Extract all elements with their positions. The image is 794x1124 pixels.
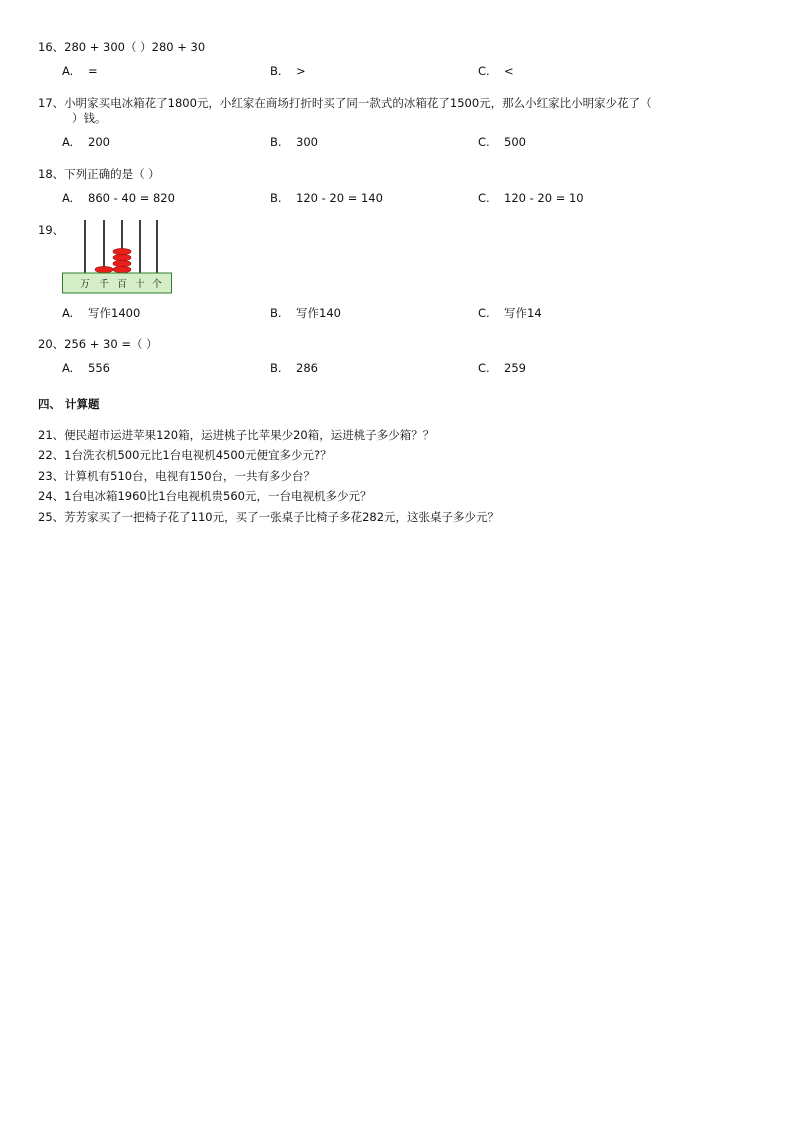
- abacus-beads: [95, 248, 131, 272]
- option-a[interactable]: A. 556: [62, 361, 110, 375]
- calc-question-22: 22、1台洗衣机500元比1台电视机4500元便宜多少元?？: [38, 448, 332, 462]
- abacus-place-label: 个: [152, 279, 162, 290]
- option-c[interactable]: C. 259: [478, 361, 526, 375]
- option-b[interactable]: B. 120 - 20 = 140: [270, 191, 383, 205]
- question-20-options: [62, 361, 722, 377]
- abacus-place-label: 千: [99, 279, 109, 290]
- abacus-image: [62, 219, 172, 295]
- abacus-bead: [113, 254, 131, 260]
- calc-question-23: 23、计算机有510台，电视有150台，一共有多少台？: [38, 469, 316, 483]
- option-b[interactable]: B. 286: [270, 361, 318, 375]
- question-19: 19、: [38, 223, 65, 237]
- question-19-options: [62, 305, 722, 321]
- abacus-bead: [113, 248, 131, 254]
- question-16-options: [62, 64, 722, 80]
- abacus-place-label: 百: [117, 279, 127, 290]
- option-a[interactable]: A. 200: [62, 135, 110, 149]
- option-a[interactable]: A. 860 - 40 = 820: [62, 191, 175, 205]
- abacus-bead: [113, 266, 131, 272]
- option-c[interactable]: C. 500: [478, 135, 526, 149]
- abacus-bead: [95, 266, 113, 272]
- abacus-place-label: 万: [80, 279, 90, 290]
- option-b[interactable]: B. 300: [270, 135, 318, 149]
- option-b[interactable]: B. >: [270, 64, 306, 78]
- option-b[interactable]: B. 写作140: [270, 306, 341, 320]
- question-20: 20、256 + 30 =（ ）: [38, 337, 158, 351]
- option-c[interactable]: C. <: [478, 64, 514, 78]
- question-18-options: [62, 191, 722, 207]
- abacus-bead: [113, 260, 131, 266]
- option-a[interactable]: A. 写作1400: [62, 306, 141, 320]
- calc-question-21: 21、便民超市运进苹果120箱，运进桃子比苹果少20箱，运进桃子多少箱？？: [38, 428, 435, 442]
- question-17: 17、小明家买电冰箱花了1800元，小红家在商场打折时买了同一款式的冰箱花了1500元，那么小红家比小明家少花了（: [38, 96, 652, 110]
- option-c[interactable]: C. 写作14: [478, 306, 542, 320]
- question-17-continuation: ）钱。: [72, 111, 107, 125]
- option-a[interactable]: A. =: [62, 64, 98, 78]
- abacus-place-label: 十: [135, 279, 145, 290]
- question-16: 16、280 + 300（ ）280 + 30: [38, 40, 206, 54]
- calc-question-25: 25、芳芳家买了一把椅子花了110元，买了一张桌子比椅子多花282元，这张桌子多少元？: [38, 510, 500, 524]
- section-title: 四、 计算题: [38, 397, 100, 411]
- question-17-options: [62, 135, 722, 151]
- option-c[interactable]: C. 120 - 20 = 10: [478, 191, 584, 205]
- question-18: 18、下列正确的是（ ）: [38, 167, 160, 181]
- calc-question-24: 24、1台电冰箱1960比1台电视机贵560元，一台电视机多少元？: [38, 489, 372, 503]
